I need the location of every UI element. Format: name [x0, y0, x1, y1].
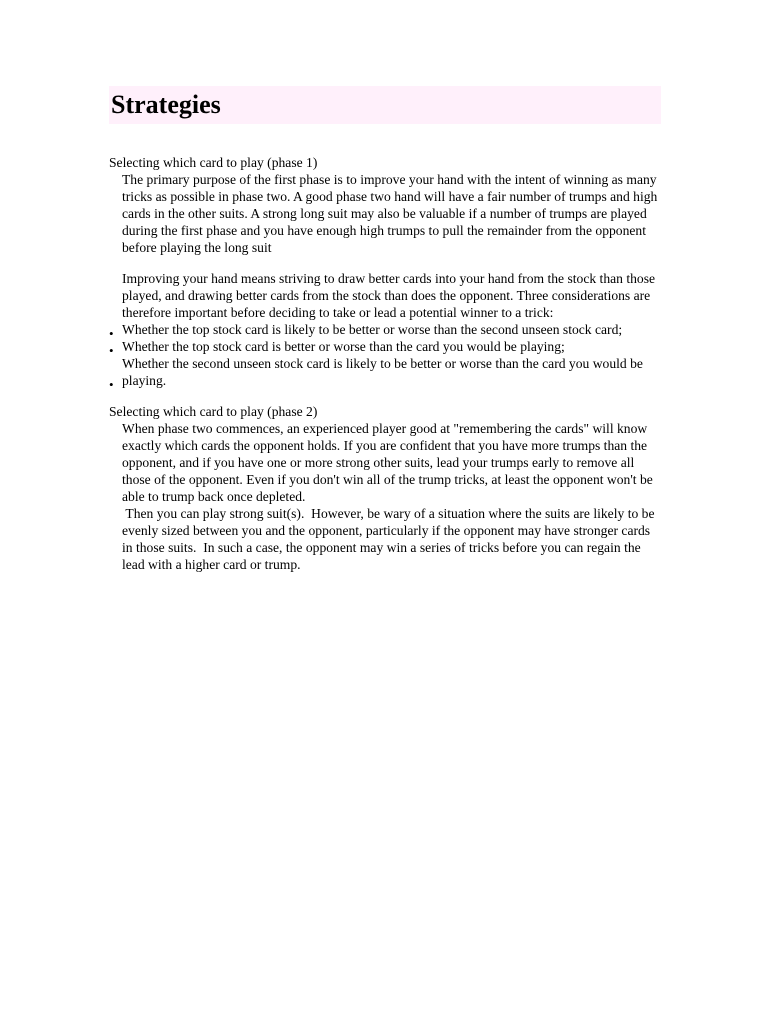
bullet-icon: • — [109, 343, 114, 358]
list-item — [109, 355, 661, 392]
bullet-text: Whether the second unseen stock card is likely to be better or worse than the card you would be playing. — [122, 356, 643, 388]
phase2-body — [109, 420, 661, 573]
list-item — [109, 338, 661, 358]
phase1-body — [109, 171, 661, 392]
phase1-section — [109, 154, 661, 392]
bullet-icon: • — [109, 326, 114, 341]
phase2-heading: Selecting which card to play (phase 2) — [109, 404, 318, 419]
phase1-heading: Selecting which card to play (phase 1) — [109, 155, 318, 170]
phase1-paragraph-2: Improving your hand means striving to draw better cards into your hand from the stock than those played, and drawing better cards from the stock than does the opponent. Three considerations are therefore important before deciding to take or lead a potential winner to a trick: — [122, 271, 656, 320]
phase2-paragraph-2: Then you can play strong suit(s). However, be wary of a situation where the suits are likely to be evenly sized between you and the opponent, particularly if the opponent may have stronger cards in those suits. In such a case, the opponent may win a series of tricks before you can regain the lead with a higher card or trump. — [122, 506, 658, 572]
phase2-section — [109, 403, 661, 573]
document-page — [109, 86, 661, 573]
bullet-text: Whether the top stock card is better or worse than the card you would be playing; — [122, 339, 565, 354]
list-item — [109, 321, 661, 341]
page-title: Strategies — [111, 90, 221, 119]
bullet-text: Whether the top stock card is likely to be better or worse than the second unseen stock card; — [122, 322, 623, 337]
bullet-icon: • — [109, 377, 114, 392]
phase1-paragraph-1: The primary purpose of the first phase is to improve your hand with the intent of winning as many tricks as possible in phase two. A good phase two hand will have a fair number of trumps and high cards in the other suits. A strong long suit may also be valuable if a number of trumps are played during the first phase and you have enough high trumps to pull the remainder from the opponent before playing the long suit — [122, 172, 658, 255]
title-banner — [109, 86, 661, 124]
phase2-paragraph-1: When phase two commences, an experienced player good at "remembering the cards" will know exactly which cards the opponent holds. If you are confident that you have more trumps than the opponent, and if you have one or more strong other suits, lead your trumps early to remove all those of the opponent. Even if you don't win all of the trump tricks, at least the opponent won't be able to trump back once depleted. — [122, 421, 653, 504]
